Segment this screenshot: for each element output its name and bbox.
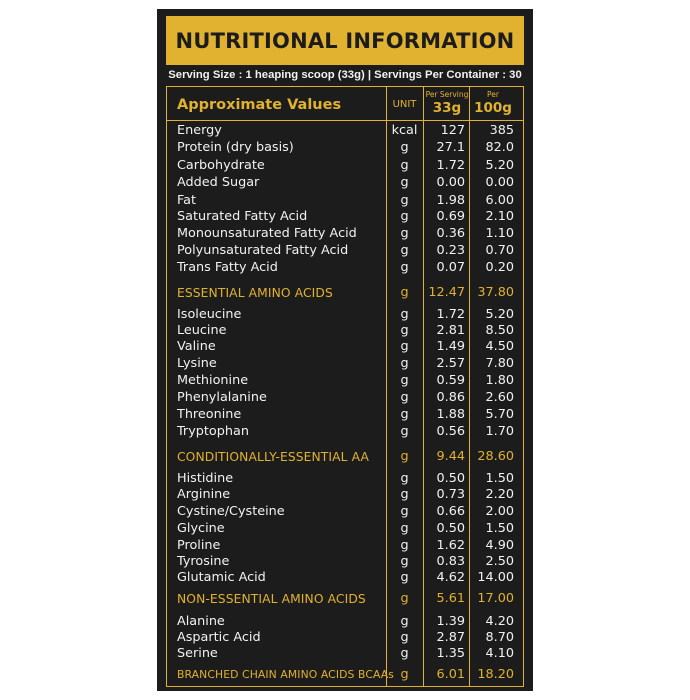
- per-100g-value: 14.00: [477, 570, 514, 585]
- unit-cell: g: [400, 356, 409, 371]
- table-row: [167, 538, 522, 554]
- per-serving-value: 0.36: [436, 226, 465, 241]
- table-row: [167, 209, 522, 225]
- per-100g-value: 2.50: [485, 554, 514, 569]
- per-serving-value: 2.57: [436, 356, 465, 371]
- nutrient-name: Energy: [177, 123, 222, 138]
- section-row: [167, 667, 522, 683]
- per-serving-value: 27.1: [436, 140, 465, 155]
- per-100g-value: 2.00: [485, 504, 514, 519]
- table-row: [167, 614, 522, 630]
- unit-cell: g: [400, 504, 409, 519]
- per-serving-value: 1.72: [436, 307, 465, 322]
- nutrient-name: Proline: [177, 538, 221, 553]
- unit-cell: g: [400, 243, 409, 258]
- unit-cell: g: [400, 538, 409, 553]
- per-serving-value: 0.50: [436, 471, 465, 486]
- nutrient-name: Histidine: [177, 471, 234, 486]
- per-100g-value: 0.00: [485, 175, 514, 190]
- nutrient-name: Phenylalanine: [177, 390, 267, 405]
- per-100g-value: 4.90: [485, 538, 514, 553]
- per-100g-value: 8.70: [485, 630, 514, 645]
- per-serving-value: 0.07: [436, 260, 465, 275]
- per-100g-value: 7.80: [485, 356, 514, 371]
- serving-info: Serving Size : 1 heaping scoop (33g) | Servings Per Container : 30: [168, 69, 522, 81]
- title-banner: [166, 16, 524, 65]
- nutrient-name: Glycine: [177, 521, 225, 536]
- table-row: [167, 471, 522, 487]
- unit-cell: g: [400, 471, 409, 486]
- per-serving-value: 1.88: [436, 407, 465, 422]
- nutrient-name: Arginine: [177, 487, 231, 502]
- nutrient-name: NON-ESSENTIAL AMINO ACIDS: [177, 592, 366, 606]
- nutrient-name: Isoleucine: [177, 307, 242, 322]
- unit-cell: g: [400, 226, 409, 241]
- nutrient-name: Tryptophan: [177, 424, 249, 439]
- per-100g-value: 1.50: [485, 521, 514, 536]
- unit-cell: g: [400, 449, 409, 464]
- table-row: [167, 226, 522, 242]
- per-serving-value: 0.50: [436, 521, 465, 536]
- nutrient-name: Added Sugar: [177, 175, 260, 190]
- per-serving-value: 0.69: [436, 209, 465, 224]
- per-serving-value: 6.01: [436, 667, 465, 682]
- unit-cell: g: [400, 193, 409, 208]
- unit-cell: g: [400, 390, 409, 405]
- table-row: [167, 260, 522, 276]
- unit-cell: g: [400, 407, 409, 422]
- nutrient-name: Monounsaturated Fatty Acid: [177, 226, 357, 241]
- nutrient-name: Valine: [177, 339, 216, 354]
- table-row: [167, 630, 522, 646]
- per-100g-value: 5.20: [485, 307, 514, 322]
- unit-cell: g: [400, 554, 409, 569]
- per-100g-value: 6.00: [485, 193, 514, 208]
- table-row: [167, 307, 522, 323]
- nutrient-name: Carbohydrate: [177, 158, 265, 173]
- per-100g-value: 2.10: [485, 209, 514, 224]
- per-100g-value: 5.20: [485, 158, 514, 173]
- table-row: [167, 570, 522, 586]
- per-100g-value: 17.00: [477, 591, 514, 606]
- per-100g-value: 8.50: [485, 323, 514, 338]
- header-approximate-values: Approximate Values: [177, 97, 342, 113]
- table-row: [167, 158, 522, 174]
- nutrient-name: Aspartic Acid: [177, 630, 261, 645]
- per-serving-value: 1.49: [436, 339, 465, 354]
- unit-cell: g: [400, 487, 409, 502]
- table-row: [167, 123, 522, 139]
- unit-cell: g: [400, 260, 409, 275]
- nutrient-name: Saturated Fatty Acid: [177, 209, 308, 224]
- per-100g-value: 0.70: [485, 243, 514, 258]
- per-serving-value: 5.61: [436, 591, 465, 606]
- header-divider: [167, 120, 523, 121]
- per-100g-value: 1.70: [485, 424, 514, 439]
- nutrient-name: Threonine: [177, 407, 242, 422]
- section-row: [167, 449, 522, 465]
- unit-cell: g: [400, 614, 409, 629]
- table-row: [167, 554, 522, 570]
- unit-cell: g: [400, 323, 409, 338]
- header-per-100g-label: Per: [487, 90, 499, 99]
- unit-cell: g: [400, 140, 409, 155]
- table-row: [167, 487, 522, 503]
- nutrient-name: Protein (dry basis): [177, 140, 294, 155]
- header-per-serving-label: Per Serving: [425, 90, 469, 99]
- per-serving-value: 4.62: [436, 570, 465, 585]
- header-per-serving-amount: 33g: [432, 100, 462, 116]
- table-row: [167, 646, 522, 662]
- per-100g-value: 82.0: [485, 140, 514, 155]
- per-serving-value: 0.66: [436, 504, 465, 519]
- per-100g-value: 4.50: [485, 339, 514, 354]
- per-100g-value: 1.10: [485, 226, 514, 241]
- per-serving-value: 0.00: [436, 175, 465, 190]
- table-row: [167, 521, 522, 537]
- table-row: [167, 193, 522, 209]
- section-row: [167, 285, 522, 301]
- unit-cell: g: [400, 630, 409, 645]
- nutrient-name: ESSENTIAL AMINO ACIDS: [177, 286, 333, 300]
- per-serving-value: 2.87: [436, 630, 465, 645]
- per-100g-value: 37.80: [477, 285, 514, 300]
- unit-cell: g: [400, 646, 409, 661]
- nutrient-name: CONDITIONALLY-ESSENTIAL AA: [177, 450, 369, 464]
- unit-cell: g: [400, 339, 409, 354]
- per-serving-value: 127: [440, 123, 465, 138]
- per-serving-value: 0.86: [436, 390, 465, 405]
- per-100g-value: 1.80: [485, 373, 514, 388]
- per-serving-value: 12.47: [428, 285, 465, 300]
- per-100g-value: 1.50: [485, 471, 514, 486]
- per-100g-value: 28.60: [477, 449, 514, 464]
- unit-cell: g: [400, 570, 409, 585]
- per-serving-value: 0.73: [436, 487, 465, 502]
- table-row: [167, 504, 522, 520]
- unit-cell: g: [400, 307, 409, 322]
- nutrient-name: Cystine/Cysteine: [177, 504, 285, 519]
- table-row: [167, 140, 522, 156]
- table-row: [167, 407, 522, 423]
- nutrient-name: Lysine: [177, 356, 217, 371]
- nutrient-name: Glutamic Acid: [177, 570, 266, 585]
- per-serving-value: 0.56: [436, 424, 465, 439]
- per-serving-value: 0.83: [436, 554, 465, 569]
- table-row: [167, 323, 522, 339]
- per-100g-value: 18.20: [477, 667, 514, 682]
- table-row: [167, 175, 522, 191]
- nutrient-name: Fat: [177, 193, 197, 208]
- per-100g-value: 5.70: [485, 407, 514, 422]
- per-serving-value: 1.98: [436, 193, 465, 208]
- table-row: [167, 373, 522, 389]
- nutrition-label: [157, 9, 533, 691]
- per-serving-value: 1.39: [436, 614, 465, 629]
- unit-cell: g: [400, 209, 409, 224]
- per-100g-value: 385: [489, 123, 514, 138]
- unit-cell: kcal: [391, 123, 418, 138]
- per-serving-value: 9.44: [436, 449, 465, 464]
- unit-cell: g: [400, 158, 409, 173]
- nutrient-name: Alanine: [177, 614, 225, 629]
- table-row: [167, 243, 522, 259]
- unit-cell: g: [400, 424, 409, 439]
- table-row: [167, 339, 522, 355]
- table-row: [167, 356, 522, 372]
- unit-cell: g: [400, 521, 409, 536]
- table-row: [167, 424, 522, 440]
- page-title: NUTRITIONAL INFORMATION: [175, 28, 515, 53]
- per-serving-value: 1.35: [436, 646, 465, 661]
- per-100g-value: 4.10: [485, 646, 514, 661]
- unit-cell: g: [400, 175, 409, 190]
- section-row: [167, 591, 522, 607]
- header-per-100g-amount: 100g: [474, 100, 512, 116]
- per-serving-value: 0.59: [436, 373, 465, 388]
- per-serving-value: 0.23: [436, 243, 465, 258]
- header-unit: UNIT: [392, 99, 417, 110]
- table-row: [167, 390, 522, 406]
- nutrient-name: Polyunsaturated Fatty Acid: [177, 243, 349, 258]
- nutrient-name: Methionine: [177, 373, 249, 388]
- per-100g-value: 4.20: [485, 614, 514, 629]
- nutrient-name: Trans Fatty Acid: [177, 260, 278, 275]
- per-100g-value: 2.20: [485, 487, 514, 502]
- unit-cell: g: [400, 667, 409, 682]
- per-100g-value: 0.20: [485, 260, 514, 275]
- per-serving-value: 1.62: [436, 538, 465, 553]
- per-100g-value: 2.60: [485, 390, 514, 405]
- unit-cell: g: [400, 591, 409, 606]
- nutrient-name: BRANCHED CHAIN AMINO ACIDS BCAAs: [177, 668, 394, 681]
- per-serving-value: 2.81: [436, 323, 465, 338]
- nutrient-name: Serine: [177, 646, 218, 661]
- nutrition-table: [166, 86, 524, 687]
- per-serving-value: 1.72: [436, 158, 465, 173]
- nutrient-name: Tyrosine: [177, 554, 230, 569]
- unit-cell: g: [400, 285, 409, 300]
- nutrient-name: Leucine: [177, 323, 227, 338]
- unit-cell: g: [400, 373, 409, 388]
